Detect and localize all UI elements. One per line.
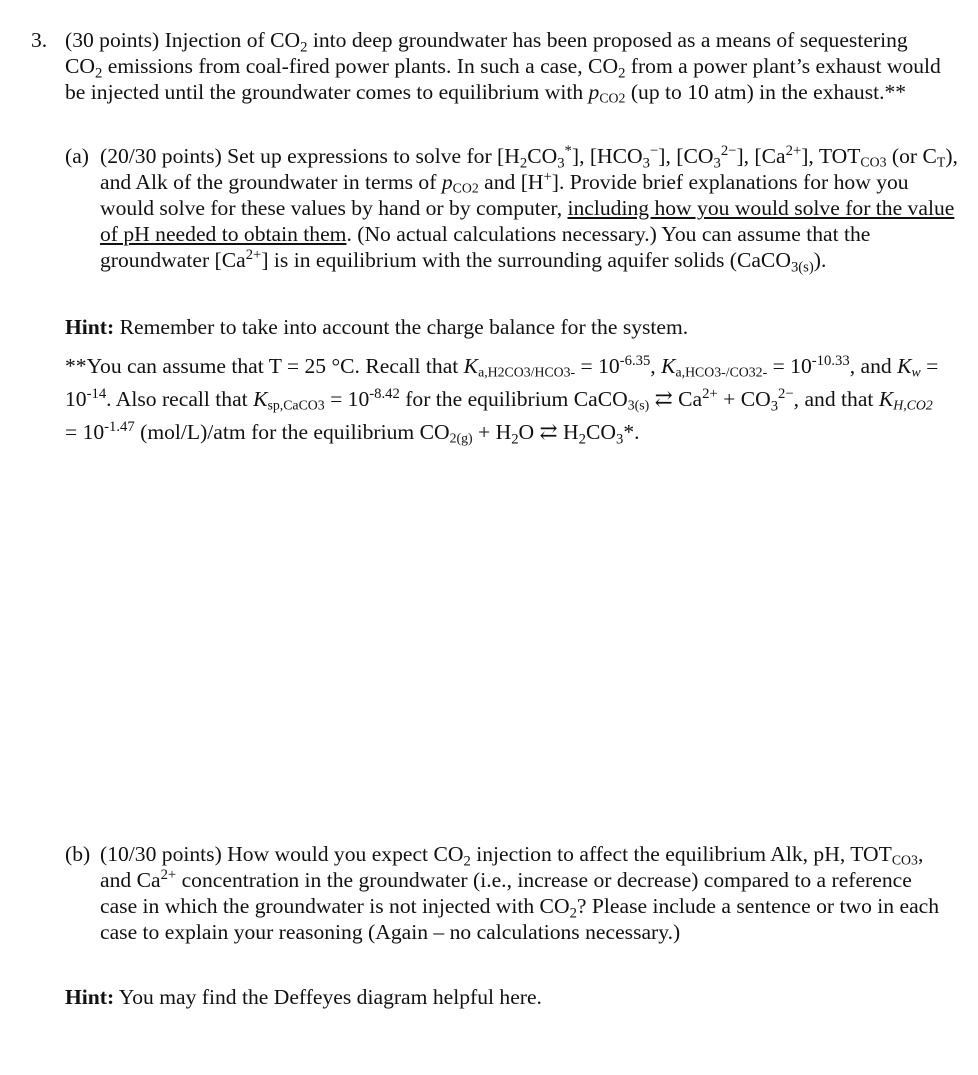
hint-deffeyes: Hint: You may find the Deffeyes diagram helpful here. <box>65 985 542 1009</box>
underlined-instruction: including how you would solve for the value of pH needed to obtain them <box>100 196 955 246</box>
part-b-text: (10/30 points) How would you expect $CO_2$ injection to affect the equilibrium Alk, pH, TOTCO3, and $Ca^{2+}$ concentration in the groundwater (i.e., increase or decrease) compared to a reference case in which the groundwater is not injected with $CO_2$? Please include a sentence or two in each case to explain your reasoning (Again – no calculations necessary.) <box>100 842 940 944</box>
question-number: 3. <box>31 28 48 52</box>
part-b-label: (b) <box>65 842 91 866</box>
question-intro: (30 points) Injection of $CO_2$ into deep groundwater has been proposed as a means of sequestering $CO_2$ emissions from coal-fired power plants. In such a case, $CO_2$ from a power plant’s exhaust would be injected until the groundwater comes to equilibrium with pCO2 (up to 10 atm) in the exhaust.** <box>65 28 941 106</box>
constants-notes: **You can assume that T = 25 °C. Recall that $Ka,H2CO3/HCO3- = 10^{-6.35}$, $Ka,HCO3-/CO32- = 10^{-10.33}$, and $Kw = 10^{-14}$. Also recall that Ksp,CaCO3 = $10^{-8.42}$ for the equilibrium CaCO3(s) ⇄ $Ca^{2+} + CO_3^{2-}$, and that $KH,CO2 = 10^{-1.47}$ (mol/L)/atm for the equilibrium $CO2(g) + H_2O$ ⇄ $H_2CO_3*$. <box>65 352 939 448</box>
hint-charge-balance: Hint: Remember to take into account the charge balance for the system. <box>65 315 689 339</box>
part-a-text: (20/30 points) Set up expressions to solve for $[H_2CO_3^*]$, $[HCO_3^-]$, $[CO_3^{2-}]$, $[Ca^{2+}]$, TOTCO3 (or CT), and Alk of the groundwater in terms of pCO2 and [H+]. Provide brief explanations for how you would solve for these values by hand or by computer, including how you would solve for the value of pH needed to obtain them. (No actual calculations necessary.) You can assume that the groundwater $[Ca^{2+}]$ is in equilibrium with the surrounding aquifer solids (CaCO$_{3(s)}$). <box>100 142 958 276</box>
part-a-label: (a) <box>65 144 89 168</box>
